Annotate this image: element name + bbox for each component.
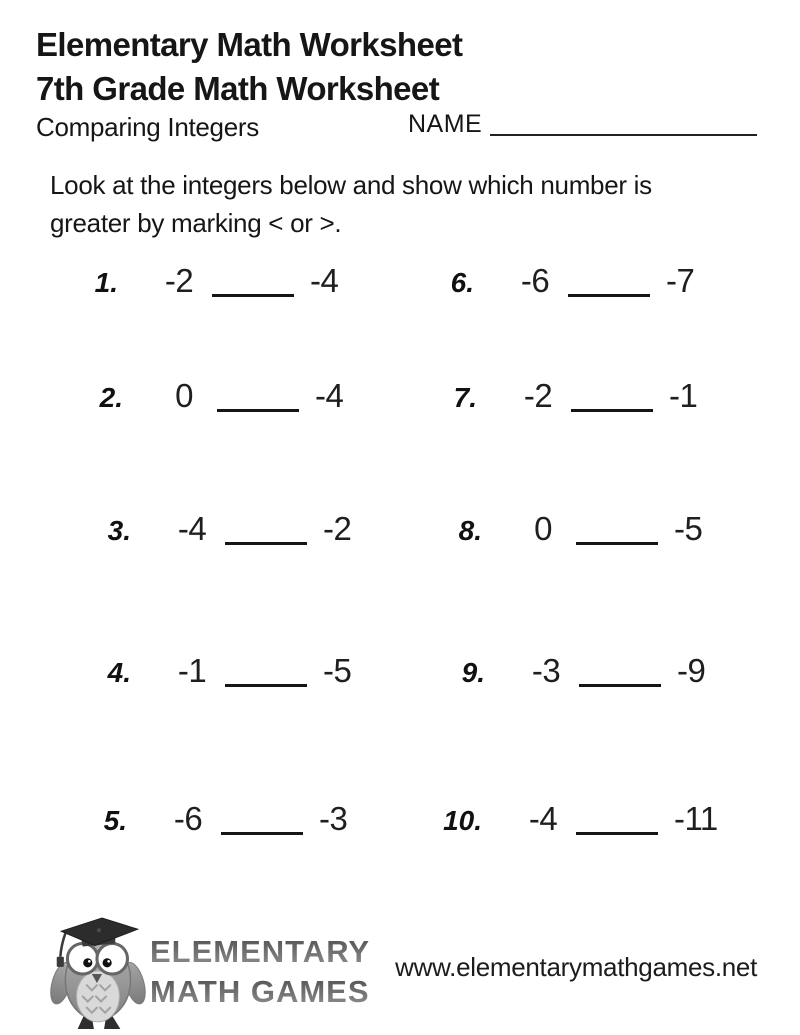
problem-row-4 [0,652,800,698]
problem-4 [75,652,351,690]
owl-graduation-cap-icon [48,916,152,1035]
answer-blank [225,684,307,687]
problem-8 [426,510,702,548]
problem-right-value: -5 [674,510,703,547]
problem-number: 7. [453,382,477,413]
problem-number: 1. [94,267,118,298]
answer-blank [225,542,307,545]
problem-right-value: -4 [315,377,344,414]
problem-2 [67,377,343,415]
problem-number: 3. [107,515,131,546]
problem-number: 9. [461,657,485,688]
problem-left-value: -3 [531,652,561,689]
answer-blank [579,684,661,687]
logo-line2: MATH GAMES [150,972,370,1012]
problem-row-1 [0,262,800,308]
instructions-line1: Look at the integers below and show which number is [50,170,652,200]
problem-5 [71,800,347,838]
problem-row-5 [0,800,800,846]
instructions [50,166,750,242]
answer-blank [217,409,299,412]
problem-number: 8. [458,515,482,546]
problem-left-value: -2 [523,377,553,414]
problem-number: 10. [443,805,482,836]
answer-blank [571,409,653,412]
problem-left-value: -4 [177,510,207,547]
problem-right-value: -2 [323,510,352,547]
problem-right-value: -4 [310,262,339,299]
worksheet-topic: Comparing Integers [36,112,259,142]
problem-right-value: -11 [674,800,718,837]
problem-right-value: -9 [677,652,706,689]
answer-blank [212,294,294,297]
problem-right-value: -3 [319,800,348,837]
problem-row-2 [0,377,800,423]
problem-right-value: -7 [666,262,695,299]
answer-blank [221,832,303,835]
answer-blank [576,542,658,545]
problem-6 [418,262,694,300]
problem-right-value: -1 [669,377,698,414]
problem-number: 2. [99,382,123,413]
website-url: www.elementarymathgames.net [395,952,757,982]
name-label: NAME [408,110,483,138]
name-fill-line [490,134,757,136]
page-title: Elementary Math Worksheet [36,26,463,63]
problem-left-value: -4 [528,800,558,837]
answer-blank [568,294,650,297]
problem-left-value: 0 [534,510,552,547]
problem-right-value: -5 [323,652,352,689]
problem-10 [426,800,718,838]
problem-number: 6. [450,267,474,298]
instructions-line2: greater by marking < or >. [50,208,342,238]
problem-number: 4. [107,657,131,688]
problem-left-value: -6 [520,262,550,299]
logo-line1: ELEMENTARY [150,932,370,972]
page-subtitle-grade: 7th Grade Math Worksheet [36,70,440,107]
problem-9 [429,652,705,690]
problem-left-value: -1 [177,652,207,689]
logo-text [150,932,370,1012]
problem-1 [62,262,338,300]
problem-3 [75,510,351,548]
problem-left-value: 0 [175,377,193,414]
problem-7 [421,377,697,415]
problem-number: 5. [103,805,127,836]
problem-left-value: -6 [173,800,203,837]
problem-left-value: -2 [164,262,194,299]
answer-blank [576,832,658,835]
problem-row-3 [0,510,800,556]
name-row [408,110,757,139]
